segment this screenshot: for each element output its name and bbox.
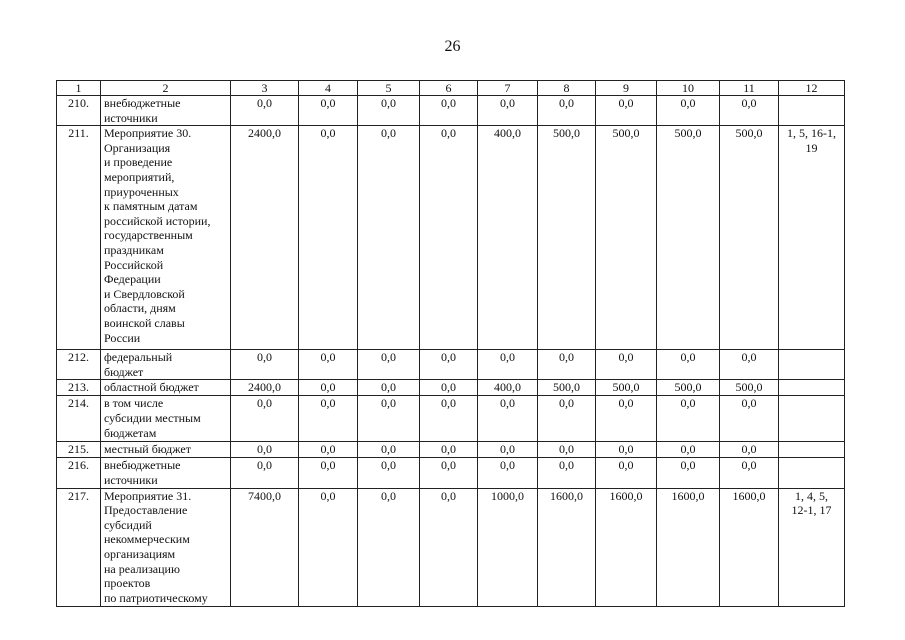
target-indicators-cell: 1, 5, 16-1, 19 bbox=[779, 126, 845, 350]
table-header-row bbox=[57, 81, 845, 96]
row-number: 214. bbox=[57, 396, 101, 442]
table-row bbox=[57, 126, 845, 350]
value-cell: 500,0 bbox=[657, 126, 720, 350]
value-cell: 500,0 bbox=[657, 380, 720, 396]
value-cell: 0,0 bbox=[420, 458, 478, 488]
column-header: 2 bbox=[101, 81, 231, 96]
value-cell: 0,0 bbox=[231, 442, 299, 458]
row-name: внебюджетные источники bbox=[101, 96, 231, 126]
value-cell: 0,0 bbox=[299, 350, 358, 380]
table-row bbox=[57, 458, 845, 488]
value-cell: 0,0 bbox=[420, 96, 478, 126]
value-cell: 0,0 bbox=[420, 396, 478, 442]
target-indicators-cell bbox=[779, 380, 845, 396]
row-number: 212. bbox=[57, 350, 101, 380]
column-header: 6 bbox=[420, 81, 478, 96]
value-cell: 0,0 bbox=[299, 396, 358, 442]
value-cell: 0,0 bbox=[358, 458, 420, 488]
column-header: 10 bbox=[657, 81, 720, 96]
value-cell: 1600,0 bbox=[596, 488, 657, 606]
value-cell: 0,0 bbox=[720, 396, 779, 442]
value-cell: 0,0 bbox=[657, 96, 720, 126]
row-number: 211. bbox=[57, 126, 101, 350]
column-header: 4 bbox=[299, 81, 358, 96]
target-indicators-cell bbox=[779, 396, 845, 442]
value-cell: 0,0 bbox=[358, 380, 420, 396]
value-cell: 0,0 bbox=[231, 350, 299, 380]
value-cell: 0,0 bbox=[720, 458, 779, 488]
column-header: 5 bbox=[358, 81, 420, 96]
value-cell: 0,0 bbox=[299, 442, 358, 458]
row-name: областной бюджет bbox=[101, 380, 231, 396]
value-cell: 500,0 bbox=[538, 380, 596, 396]
target-indicators-cell bbox=[779, 96, 845, 126]
value-cell: 0,0 bbox=[478, 396, 538, 442]
value-cell: 0,0 bbox=[720, 442, 779, 458]
value-cell: 1600,0 bbox=[538, 488, 596, 606]
value-cell: 0,0 bbox=[299, 380, 358, 396]
page-number: 26 bbox=[444, 38, 461, 55]
row-name: внебюджетные источники bbox=[101, 458, 231, 488]
value-cell: 400,0 bbox=[478, 126, 538, 350]
target-indicators-cell bbox=[779, 442, 845, 458]
value-cell: 0,0 bbox=[478, 458, 538, 488]
value-cell: 0,0 bbox=[538, 396, 596, 442]
column-header: 7 bbox=[478, 81, 538, 96]
column-header: 3 bbox=[231, 81, 299, 96]
value-cell: 1600,0 bbox=[657, 488, 720, 606]
row-name: Мероприятие 30. Организация и проведение мероприятий, приуроченных к памятным датам российской истории, государственным праздникам Российской Федерации и Свердловской области, дням воинской славы России bbox=[101, 126, 231, 350]
table-row bbox=[57, 396, 845, 442]
value-cell: 2400,0 bbox=[231, 126, 299, 350]
column-header: 9 bbox=[596, 81, 657, 96]
value-cell: 0,0 bbox=[538, 458, 596, 488]
value-cell: 0,0 bbox=[420, 380, 478, 396]
row-number: 215. bbox=[57, 442, 101, 458]
table-row bbox=[57, 380, 845, 396]
column-header: 8 bbox=[538, 81, 596, 96]
value-cell: 7400,0 bbox=[231, 488, 299, 606]
value-cell: 0,0 bbox=[657, 396, 720, 442]
target-indicators-cell bbox=[779, 350, 845, 380]
value-cell: 0,0 bbox=[231, 396, 299, 442]
column-header: 12 bbox=[779, 81, 845, 96]
row-number: 216. bbox=[57, 458, 101, 488]
value-cell: 0,0 bbox=[538, 442, 596, 458]
value-cell: 0,0 bbox=[358, 488, 420, 606]
target-indicators-cell: 1, 4, 5, 12-1, 17 bbox=[779, 488, 845, 606]
value-cell: 0,0 bbox=[538, 350, 596, 380]
value-cell: 0,0 bbox=[358, 126, 420, 350]
value-cell: 0,0 bbox=[420, 126, 478, 350]
value-cell: 0,0 bbox=[358, 442, 420, 458]
value-cell: 0,0 bbox=[299, 126, 358, 350]
row-name: в том числе субсидии местным бюджетам bbox=[101, 396, 231, 442]
value-cell: 0,0 bbox=[596, 96, 657, 126]
value-cell: 0,0 bbox=[231, 96, 299, 126]
target-indicators-cell bbox=[779, 458, 845, 488]
value-cell: 2400,0 bbox=[231, 380, 299, 396]
column-header: 1 bbox=[57, 81, 101, 96]
value-cell: 0,0 bbox=[420, 488, 478, 606]
value-cell: 500,0 bbox=[720, 126, 779, 350]
value-cell: 0,0 bbox=[596, 396, 657, 442]
table-row bbox=[57, 488, 845, 606]
value-cell: 0,0 bbox=[299, 458, 358, 488]
value-cell: 0,0 bbox=[596, 442, 657, 458]
value-cell: 0,0 bbox=[358, 96, 420, 126]
table-row bbox=[57, 442, 845, 458]
value-cell: 500,0 bbox=[720, 380, 779, 396]
table-row bbox=[57, 350, 845, 380]
value-cell: 0,0 bbox=[358, 396, 420, 442]
row-number: 213. bbox=[57, 380, 101, 396]
value-cell: 500,0 bbox=[596, 126, 657, 350]
table-row bbox=[57, 96, 845, 126]
value-cell: 0,0 bbox=[657, 442, 720, 458]
value-cell: 0,0 bbox=[299, 96, 358, 126]
value-cell: 0,0 bbox=[478, 442, 538, 458]
value-cell: 0,0 bbox=[596, 350, 657, 380]
value-cell: 1600,0 bbox=[720, 488, 779, 606]
value-cell: 500,0 bbox=[596, 380, 657, 396]
value-cell: 0,0 bbox=[596, 458, 657, 488]
value-cell: 0,0 bbox=[478, 96, 538, 126]
row-name: местный бюджет bbox=[101, 442, 231, 458]
value-cell: 500,0 bbox=[538, 126, 596, 350]
value-cell: 0,0 bbox=[358, 350, 420, 380]
row-name: федеральный бюджет bbox=[101, 350, 231, 380]
value-cell: 0,0 bbox=[657, 350, 720, 380]
value-cell: 0,0 bbox=[420, 442, 478, 458]
row-number: 217. bbox=[57, 488, 101, 606]
value-cell: 0,0 bbox=[657, 458, 720, 488]
row-number: 210. bbox=[57, 96, 101, 126]
row-name: Мероприятие 31. Предоставление субсидий некоммерческим организациям на реализацию проектов по патриотическому bbox=[101, 488, 231, 606]
value-cell: 400,0 bbox=[478, 380, 538, 396]
value-cell: 0,0 bbox=[720, 96, 779, 126]
value-cell: 0,0 bbox=[538, 96, 596, 126]
budget-table bbox=[56, 80, 845, 607]
value-cell: 0,0 bbox=[720, 350, 779, 380]
value-cell: 0,0 bbox=[478, 350, 538, 380]
value-cell: 0,0 bbox=[231, 458, 299, 488]
value-cell: 0,0 bbox=[420, 350, 478, 380]
column-header: 11 bbox=[720, 81, 779, 96]
value-cell: 0,0 bbox=[299, 488, 358, 606]
value-cell: 1000,0 bbox=[478, 488, 538, 606]
